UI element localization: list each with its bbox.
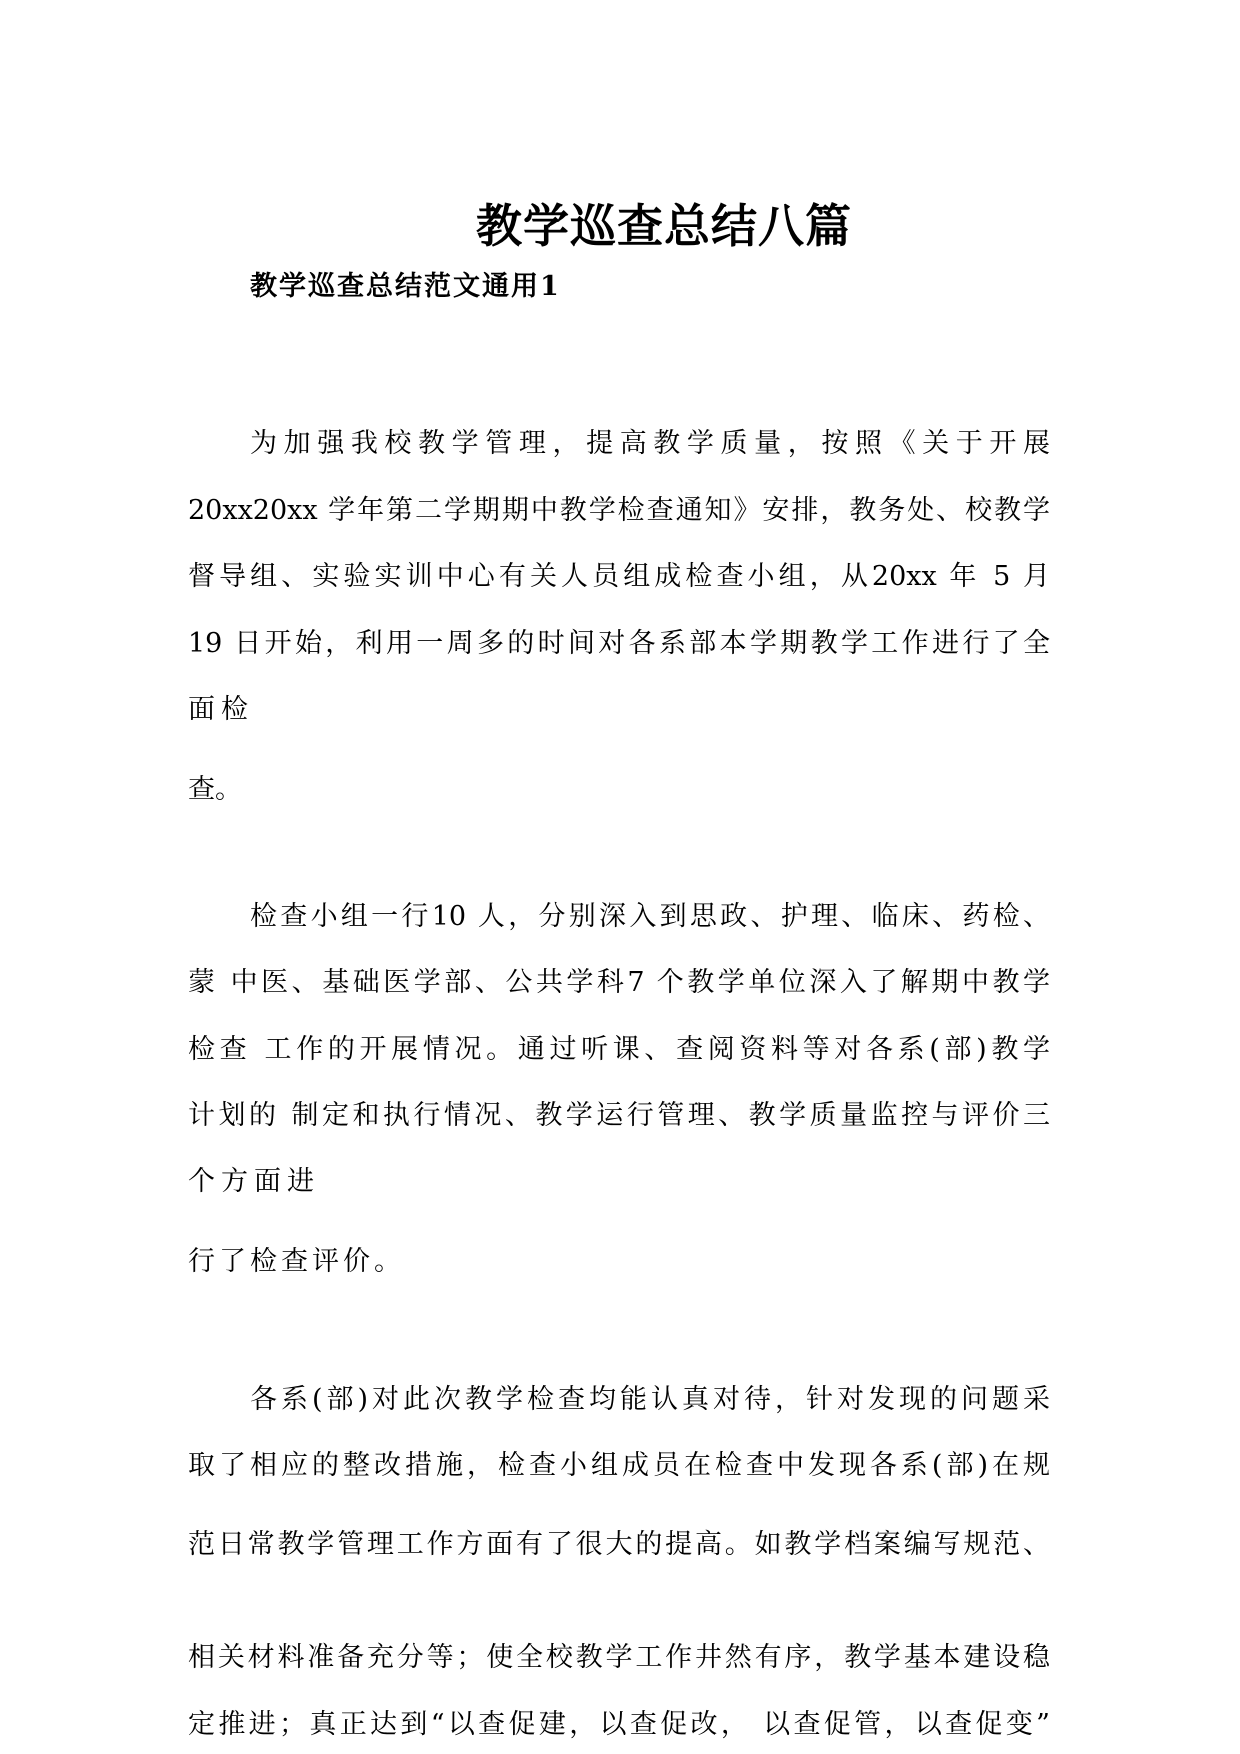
paragraph-line: 行了检查评价。 bbox=[188, 1246, 405, 1277]
paragraph-line: 检查小组一行10 人，分别深入到思政、护理、临床、药检、 bbox=[250, 901, 1050, 932]
paragraph-line: 各系(部)对此次教学检查均能认真对待，针对发现的问题采 bbox=[250, 1384, 1050, 1415]
paragraph-line: 面检 bbox=[188, 694, 254, 725]
paragraph-line: 定推进；真正达到“以查促建，以查促改， 以查促管，以查促变” bbox=[188, 1709, 1050, 1740]
paragraph-line: 20xx20xx 学年第二学期期中教学检查通知》安排，教务处、校教学 bbox=[188, 495, 1050, 526]
paragraph-line: 19 日开始，利用一周多的时间对各系部本学期教学工作进行了全 bbox=[188, 628, 1050, 659]
paragraph-line: 范日常教学管理工作方面有了很大的提高。如教学档案编写规范、 bbox=[188, 1529, 1050, 1560]
paragraph-line: 查。 bbox=[188, 774, 242, 805]
paragraph-line: 为加强我校教学管理，提高教学质量，按照《关于开展 bbox=[250, 428, 1050, 459]
document-subtitle: 教学巡查总结范文通用1 bbox=[250, 271, 561, 302]
paragraph-line: 计划的 制定和执行情况、教学运行管理、教学质量监控与评价三 bbox=[188, 1100, 1050, 1131]
paragraph-line: 取了相应的整改措施，检查小组成员在检查中发现各系(部)在规 bbox=[188, 1450, 1050, 1481]
paragraph-line: 检查 工作的开展情况。通过听课、查阅资料等对各系(部)教学 bbox=[188, 1034, 1050, 1065]
paragraph-line: 个方面进 bbox=[188, 1166, 320, 1197]
document-title: 教学巡查总结八篇 bbox=[476, 199, 852, 253]
paragraph-line: 蒙 中医、基础医学部、公共学科7 个教学单位深入了解期中教学 bbox=[188, 967, 1050, 998]
paragraph-line: 督导组、实验实训中心有关人员组成检查小组，从20xx 年 5 月 bbox=[188, 561, 1050, 592]
paragraph-line: 相关材料准备充分等；使全校教学工作井然有序，教学基本建设稳 bbox=[188, 1642, 1050, 1673]
